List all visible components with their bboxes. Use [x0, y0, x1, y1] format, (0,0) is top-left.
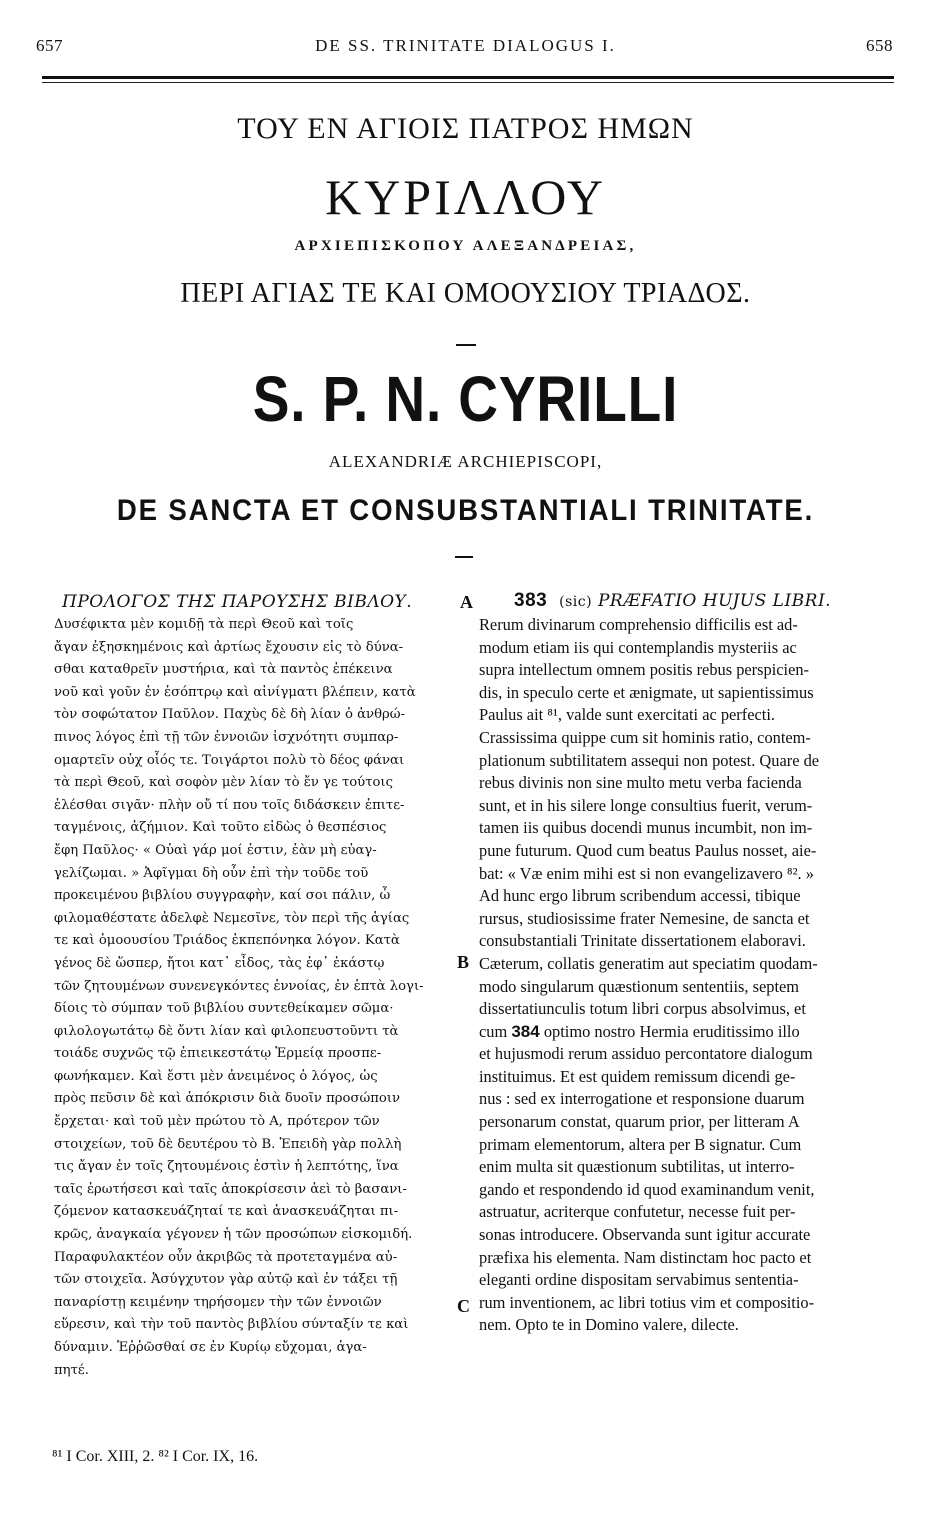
greek-line: κρῶς, ἀναγκαία γέγονεν ἡ τῶν προσώπων εἰσκομιδή. — [54, 1227, 413, 1243]
latin-line: nem. Opto te in Domino valere, dilecte. — [479, 1315, 739, 1335]
greek-line: τοιάδε συχνῶς τῷ ἐπιεικεστάτῳ Ἑρμείᾳ προσπε- — [54, 1046, 382, 1062]
latin-line: nus : sed ex interrogatione et responsione duarum — [479, 1089, 805, 1109]
latin-line: consubstantiali Trinitate dissertationem elaboravi. — [479, 931, 806, 951]
greek-text-column — [54, 614, 450, 1382]
greek-line: τῶν ζητουμένων συνενεγκόντες ἐννοίας, ἐν ἑπτὰ λογι- — [54, 978, 424, 994]
latin-line: pune futurum. Quod cum beatus Paulus nosset, aie- — [479, 840, 817, 860]
latin-line: modum etiam iis qui contemplandis mysteriis ac — [479, 637, 797, 657]
greek-line: τὰ περὶ Θεοῦ, καὶ σοφὸν μὲν λίαν τὸ ἔν γε τούτοις — [54, 775, 393, 791]
latin-line: bat: « Væ enim mihi est si non evangelizavero ⁸². » — [479, 863, 814, 883]
greek-line: εὕρεσιν, καὶ τὴν τοῦ παντὸς βιβλίου σύνταξίν τε καὶ — [54, 1317, 409, 1333]
latin-line: rursus, studiosissime frater Nemesine, de sancta et — [479, 908, 810, 928]
greek-line: ταγμένοις, ἀζήμιον. Καὶ τοῦτο εἰδὼς ὁ θεσπέσιος — [54, 820, 387, 836]
title-separator-2 — [455, 556, 473, 558]
greek-title-author: ΚΥΡΙΛΛΟΥ — [325, 169, 606, 225]
greek-line: πητέ. — [54, 1362, 89, 1378]
latin-line-start: cum — [479, 1021, 508, 1041]
greek-line: Δυσέφικτα μὲν κομιδῇ τὰ περὶ Θεοῦ καὶ τοῖς — [54, 617, 354, 632]
greek-line: δύναμιν. Ἐῤῥῶσθαί σε ἐν Κυρίῳ εὔχομαι, ἀγα- — [54, 1340, 367, 1355]
greek-line: φωνήκαμεν. Καὶ ἔστι μὲν ἀνειμένος ὁ λόγος, ὡς — [54, 1068, 378, 1084]
greek-line: προκειμένου βιβλίου συγγραφὴν, καί σοι πάλιν, ὦ — [54, 888, 391, 904]
greek-line: φιλολογωτάτῳ δὲ ὄντι λίαν καὶ φιλοπευστοῦντι τὰ — [54, 1023, 399, 1039]
title-separator — [456, 344, 476, 346]
greek-line: ἔρχεται· καὶ τοῦ μὲν πρώτου τὸ Α, πρότερον τῶν — [54, 1114, 380, 1130]
greek-line: δίοις τὸ σύμπαν τοῦ βιβλίου συντεθείκαμεν σῶμα· — [54, 1001, 394, 1017]
greek-line: παναρίστῃ κειμένην τηρήσομεν τὴν τῶν ἐννοιῶν — [54, 1294, 382, 1310]
latin-text-column — [479, 614, 895, 1337]
latin-title-subject: DE SANCTA ET CONSUBSTANTIALI TRINITATE. — [116, 494, 815, 527]
latin-line: sonas introducere. Observanda sunt igitur accurate — [479, 1225, 811, 1245]
latin-line: plationum subtilitatem assequi non potest. Quare de — [479, 750, 820, 770]
latin-line: tamen iis quibus docendi munus incumbit, non im- — [479, 818, 813, 838]
latin-line: dissertatiunculis totum libri corpus absolvimus, et — [479, 999, 806, 1019]
latin-line: personarum constat, quarum prior, per litteram A — [479, 1112, 800, 1132]
greek-line: ἄγαν ἐξησκημένοις καὶ ἀρτίως ἔχουσιν εἰς τὸ δύνα- — [54, 639, 404, 655]
latin-line: dis, in speculo certe et ænigmate, ut sapientissimus — [479, 682, 814, 702]
running-title: DE SS. TRINITATE DIALOGUS I. — [315, 36, 616, 55]
latin-line: Cæterum, collatis generatim aut speciatim quodam- — [479, 953, 818, 973]
latin-column-heading-block — [514, 590, 894, 612]
latin-line-rest: optimo nostro Hermia eruditissimo illo — [543, 1021, 800, 1041]
column-number-inline: 384 — [511, 1021, 540, 1041]
greek-line: ταῖς ἐρωτήσεσι καὶ ταῖς ἀποκρίσεσιν ἀεὶ τὸ βασανι- — [54, 1181, 407, 1197]
latin-line: præfixa his elementa. Nam distinctam hoc pacto et — [479, 1247, 812, 1267]
margin-letter-a: A — [460, 592, 473, 612]
margin-letter-b: B — [457, 952, 470, 972]
sic-note: (sic) — [559, 594, 593, 610]
greek-line: τις ἄγαν ἐν τοῖς ζητουμένοις ἐστὶν ἡ λεπτότης, ἵνα — [54, 1159, 399, 1175]
latin-line: et hujusmodi rerum assiduo percontatore dialogum — [479, 1044, 813, 1064]
greek-line: τε καὶ ὁμοουσίου Τριάδος ἐκπεπόνηκα λόγον. Κατὰ — [54, 933, 400, 949]
latin-line: gando et respondendo id quod examinandum venit, — [479, 1179, 815, 1199]
latin-line: Crassissima quippe cum sit hominis ratio, contem- — [479, 727, 811, 747]
header-rule-thin — [42, 82, 894, 83]
greek-line: γελίζωμαι. » Ἀφῖγμαι δὴ οὖν ἐπὶ τὴν τοῦδε τοῦ — [54, 865, 369, 881]
greek-line: σθαι καταθρεῖν μυστήρια, καὶ τὰ παντὸς ἐπέκεινα — [54, 662, 393, 678]
page-number-right: 658 — [866, 36, 893, 55]
latin-line-with-column-ref — [479, 1021, 895, 1044]
latin-line: eleganti ordine dispositam servabimus sententia- — [479, 1270, 799, 1290]
latin-line: rum inventionem, ac libri totius vim et compositio- — [479, 1292, 815, 1312]
page-number-left: 657 — [36, 36, 63, 55]
greek-line: φιλομαθέστατε ἀδελφὲ Νεμεσῖνε, τὸν περὶ τῆς ἁγίας — [54, 910, 410, 926]
latin-line: modo singularum quæstionum sententiis, septem — [479, 976, 800, 996]
greek-title-line-3: ΑΡΧΙΕΠΙΣΚΟΠΟΥ ΑΛΕΞΑΝΔΡΕΙΑΣ, — [294, 238, 637, 254]
latin-title-author: S. P. N. CYRILLI — [252, 363, 679, 435]
latin-line: astruatur, acriterque confutetur, necesse fuit per- — [479, 1202, 796, 1222]
latin-column-heading: PRÆFATIO HUJUS LIBRI. — [597, 591, 832, 611]
greek-line: ζόμενον κατασκευάζηταί τε καὶ ἀνασκευάζηται πι- — [54, 1204, 399, 1220]
greek-line: ἑλέσθαι σιγᾶν· πλὴν οὔ τί που τοῖς διδάσκειν ἐπιτε- — [54, 797, 405, 813]
margin-letter-c: C — [457, 1296, 470, 1316]
greek-line: γένος δὲ ὥσπερ, ἤτοι κατ᾽ εἶδος, τὰς ἐφ᾽ ἑκάστῳ — [54, 955, 385, 971]
latin-line: sunt, et in his silere longe consultius fuerit, verum- — [479, 795, 813, 815]
latin-line: enim multa sit quæstionum subtilitas, ut interro- — [479, 1157, 795, 1177]
greek-line: νοῦ καὶ γοῦν ἐν ἐσόπτρῳ καὶ αἰνίγματι βλέπειν, κατὰ — [54, 684, 416, 700]
latin-line: rebus divinis non sine multo metu verba facienda — [479, 773, 802, 793]
greek-line: ομαρτεῖν οὐχ οἷός τε. Τοιγάρτοι πολὺ τὸ δέος φάναι — [54, 752, 405, 768]
greek-column-heading: ΠΡΟΛΟΓΟΣ ΤΗΣ ΠΑΡΟΥΣΗΣ ΒΙΒΛΟΥ. — [62, 592, 413, 612]
latin-line: Ad hunc ergo librum scribendum accessi, tibique — [479, 886, 801, 906]
latin-line: Rerum divinarum comprehensio difficilis est ad- — [479, 615, 798, 634]
greek-line: τὸν σοφώτατον Παῦλον. Παχὺς δὲ δὴ λίαν ὁ ἀνθρώ- — [54, 707, 405, 723]
latin-line: primam elementorum, altera per B signatur. Cum — [479, 1134, 802, 1154]
greek-line: στοιχείων, τοῦ δὲ δευτέρου τὸ Β. Ἐπειδὴ γὰρ πολλὴ — [54, 1136, 402, 1152]
latin-title-line-2: ALEXANDRIÆ ARCHIEPISCOPI, — [328, 452, 603, 471]
footnotes: ⁸¹ I Cor. XIII, 2. ⁸² I Cor. IX, 16. — [52, 1448, 259, 1465]
greek-line: πινος λόγος ἐπὶ τῇ τῶν ἐννοιῶν ἰσχνότητι συμπαρ- — [54, 729, 399, 745]
latin-line: instituimus. Et est quidem remissum dicendi ge- — [479, 1066, 796, 1086]
greek-title-subject: ΠΕΡΙ ΑΓΙΑΣ ΤΕ ΚΑΙ ΟΜΟΟΥΣΙΟΥ ΤΡΙΑΔΟΣ. — [180, 278, 751, 309]
column-number: 383 — [514, 590, 548, 611]
latin-line: Paulus ait ⁸¹, valde sunt exercitati ac perfecti. — [479, 705, 775, 725]
greek-line: Παραφυλακτέον οὖν ἀκριβῶς τὰ προτεταγμένα αὐ- — [54, 1249, 398, 1265]
latin-line: supra intellectum omnem positis rebus perspicien- — [479, 660, 810, 680]
greek-line: πρὸς πεῦσιν δὲ καὶ ἀπόκρισιν διὰ δυοῖν προσώποιν — [54, 1091, 401, 1107]
header-rule-thick — [42, 76, 894, 79]
greek-title-line-1: ΤΟΥ ΕΝ ΑΓΙΟΙΣ ΠΑΤΡΟΣ ΗΜΩΝ — [237, 112, 694, 145]
greek-line: ἔφη Παῦλος· « Οὐαὶ γάρ μοί ἐστιν, ἐὰν μὴ εὐαγ- — [54, 842, 377, 858]
greek-line: τῶν στοιχεῖα. Ἀσύγχυτον γὰρ αὐτῷ καὶ ἐν τάξει τῇ — [54, 1272, 398, 1288]
